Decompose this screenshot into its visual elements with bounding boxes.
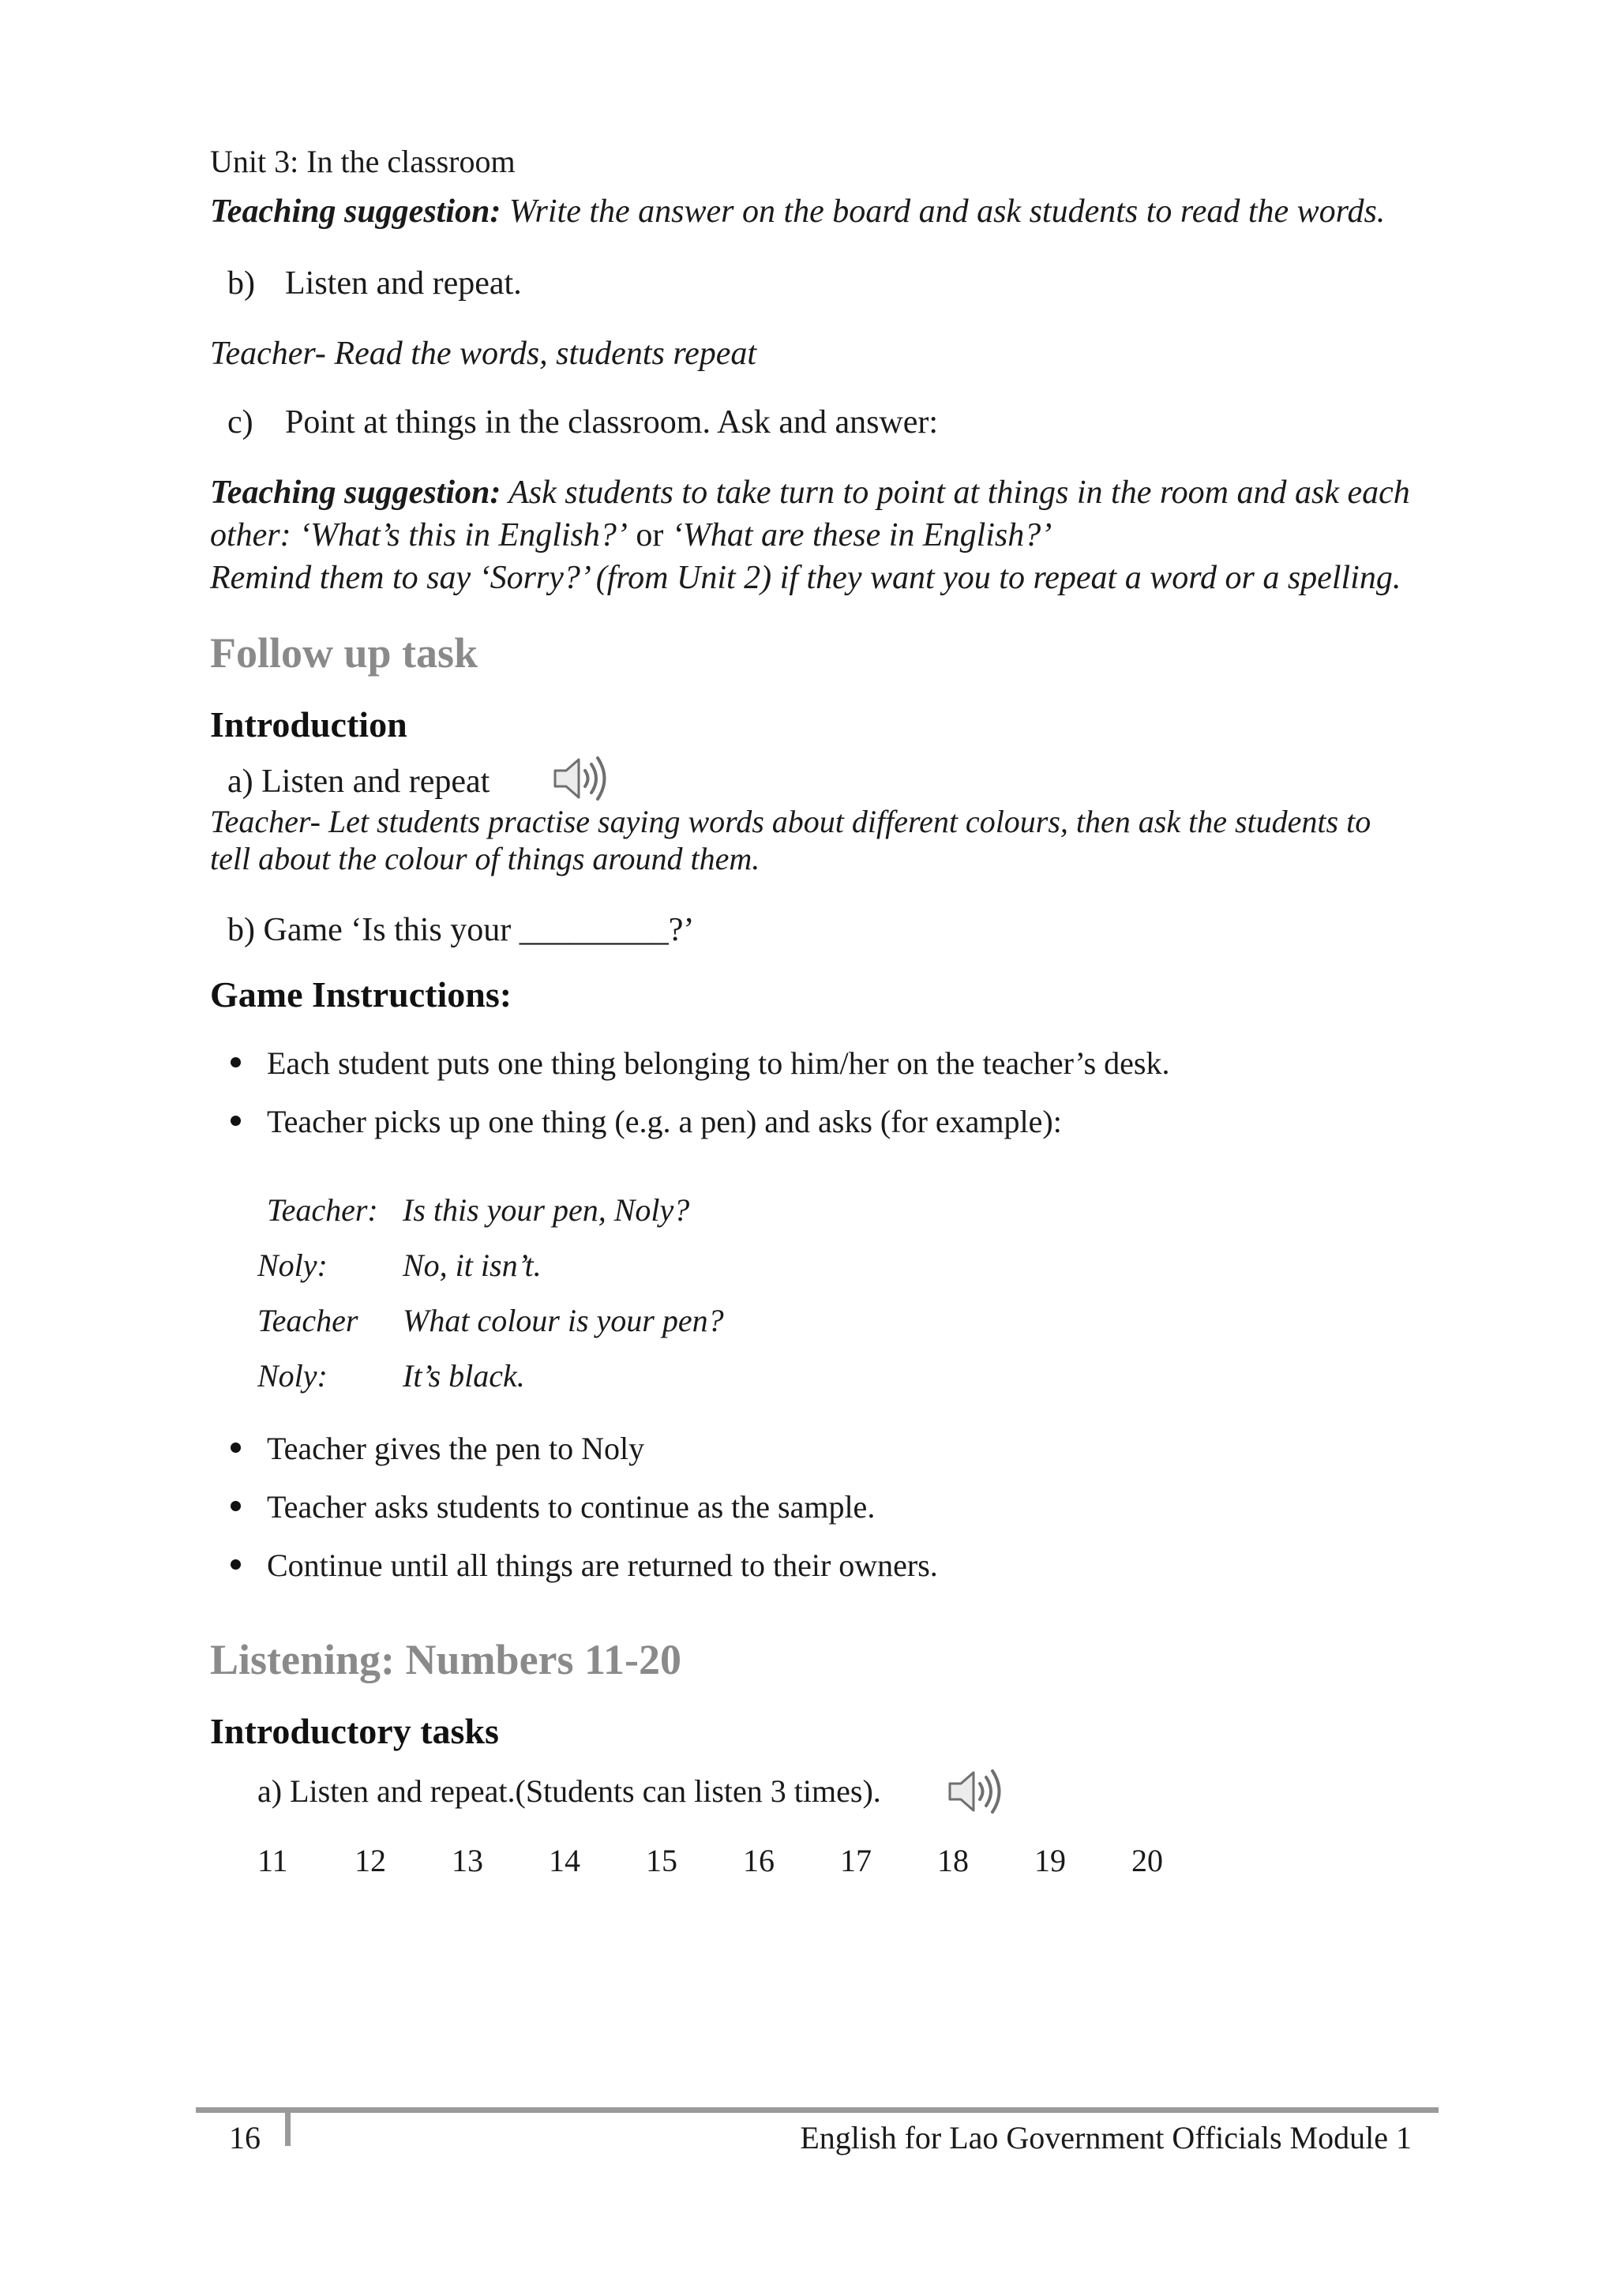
question-example-1: other: ‘What’s this in English?’ (210, 517, 628, 553)
teacher-note: Teacher- Read the words, students repeat (210, 336, 757, 372)
teaching-suggestion-2-line2 (210, 514, 1052, 557)
running-header: Unit 3: In the classroom (210, 144, 516, 179)
number-item: 15 (646, 1843, 677, 1878)
item-b-text: Listen and repeat. (285, 265, 522, 302)
dialogue-line: What colour is your pen? (403, 1303, 724, 1338)
dialogue-speaker: Noly: (257, 1247, 328, 1283)
section-heading-follow-up: Follow up task (210, 629, 478, 677)
number-item: 17 (840, 1843, 872, 1878)
game-instruction: Each student puts one thing belonging to him/her on the teacher’s desk. (267, 1045, 1170, 1081)
bullet-dot (231, 1443, 241, 1453)
page-number: 16 (229, 2120, 261, 2155)
follow-up-teacher-line1: Teacher- Let students practise saying words about different colours, then ask the students to (210, 804, 1371, 839)
number-item: 18 (937, 1843, 969, 1878)
teaching-suggestion-2-line3: Remind them to say ‘Sorry?’ (from Unit 2) if they want you to repeat a word or a spelling. (210, 560, 1401, 596)
number-item: 20 (1131, 1843, 1163, 1878)
section-heading-listening: Listening: Numbers 11-20 (210, 1636, 682, 1683)
teaching-suggestion-text: Write the answer on the board and ask students to read the words. (501, 193, 1386, 230)
bullet-dot (231, 1116, 241, 1126)
follow-up-teacher-line2: tell about the colour of things around them. (210, 841, 760, 876)
subheading-game-instructions: Game Instructions: (210, 974, 512, 1015)
follow-up-item-b (227, 909, 694, 951)
teaching-suggestion-text: Ask students to take turn to point at things in the room and ask each (501, 475, 1410, 511)
bullet-dot (231, 1501, 241, 1511)
number-item: 12 (355, 1843, 386, 1878)
dialogue-speaker: Noly: (257, 1358, 328, 1394)
number-item: 11 (257, 1843, 288, 1878)
speaker-icon[interactable] (550, 752, 615, 805)
footer-rule (196, 2107, 1439, 2113)
item-c-text: Point at things in the classroom. Ask and answer: (285, 404, 939, 441)
dialogue-line: No, it isn’t. (403, 1247, 542, 1283)
dialogue-line: It’s black. (403, 1358, 525, 1394)
number-item: 13 (452, 1843, 483, 1878)
game-title-suffix: ?’ (668, 912, 695, 948)
game-instruction: Teacher picks up one thing (e.g. a pen) and asks (for example): (267, 1104, 1062, 1139)
connector-or: or (627, 517, 672, 553)
game-instruction: Continue until all things are returned to their owners. (267, 1548, 938, 1583)
dialogue-line: Is this your pen, Noly? (403, 1192, 690, 1228)
footer-title: English for Lao Government Officials Module 1 (800, 2120, 1412, 2155)
question-example-2: ‘What are these in English?’ (671, 517, 1052, 553)
game-instruction: Teacher gives the pen to Noly (267, 1431, 645, 1466)
teaching-suggestion-2-line1 (210, 471, 1410, 514)
item-b-marker: b) (227, 265, 255, 302)
number-item: 16 (743, 1843, 775, 1878)
number-item: 14 (549, 1843, 580, 1878)
footer-divider (285, 2110, 291, 2146)
game-title-prefix: b) Game ‘Is this your (227, 912, 520, 948)
listening-item-a: a) Listen and repeat.(Students can listen 3 times). (257, 1773, 881, 1809)
teaching-suggestion-label: Teaching suggestion: (210, 475, 501, 511)
subheading-introduction: Introduction (210, 704, 407, 745)
number-item: 19 (1034, 1843, 1066, 1878)
teaching-suggestion-label: Teaching suggestion: (210, 193, 501, 230)
follow-up-item-a: a) Listen and repeat (227, 763, 490, 800)
game-instruction: Teacher asks students to continue as the sample. (267, 1489, 876, 1525)
dialogue-speaker: Teacher: (267, 1192, 378, 1228)
item-c-marker: c) (227, 404, 253, 441)
subheading-introductory-tasks: Introductory tasks (210, 1711, 499, 1751)
speaker-icon[interactable] (945, 1765, 1010, 1818)
dialogue-speaker: Teacher (257, 1303, 358, 1338)
teaching-suggestion-1 (210, 190, 1385, 233)
game-title-blank: _________ (519, 912, 669, 948)
bullet-dot (231, 1559, 241, 1570)
bullet-dot (231, 1057, 241, 1067)
